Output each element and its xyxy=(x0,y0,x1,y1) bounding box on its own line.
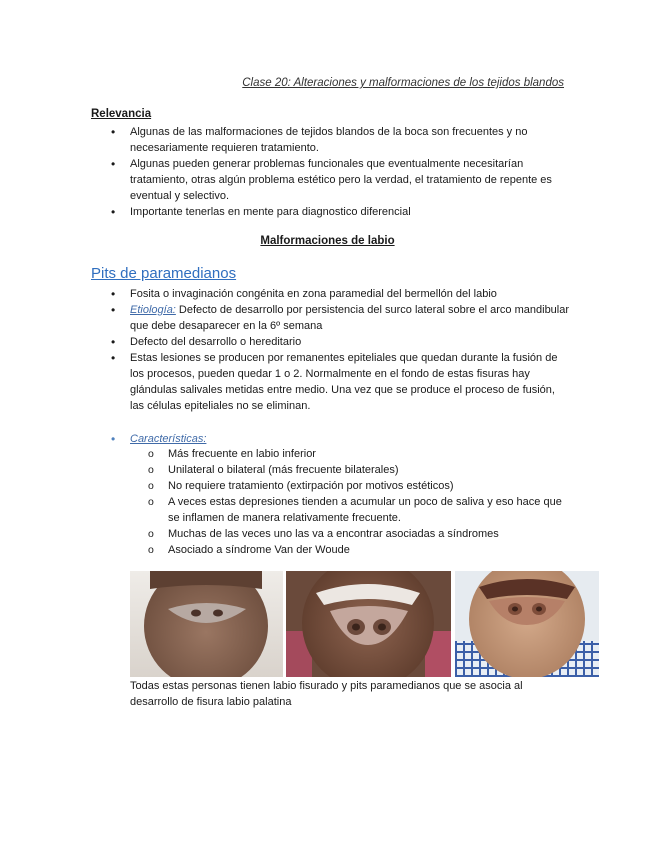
lip-photo-2 xyxy=(286,571,451,677)
characteristics-label: Características: xyxy=(130,433,207,445)
pits-list xyxy=(130,286,570,414)
etiology-text: Defecto de desarrollo por persistencia del surco lateral sobre el arco mandibular que debe desaparecer en la 6º semana xyxy=(130,304,570,332)
list-item: • Algunas de las malformaciones de tejidos blandos de la boca son frecuentes y no necesariamente requieren tratamiento. xyxy=(130,124,570,156)
sub-item: o Asociado a síndrome Van der Woude xyxy=(168,542,568,558)
sub-item: o Unilateral o bilateral (más frecuente bilaterales) xyxy=(168,462,568,478)
relevancia-list xyxy=(130,124,570,220)
list-item: • Estas lesiones se producen por remanentes epiteliales que quedan durante la fusión de los procesos, pueden quedar 1 o 2. Normalmente en el fondo de estas fisuras hay glándulas salivales metidas entre medio. Una vez que se produce el proceso de fusión, las células epiteliales no se eliminan. xyxy=(130,350,570,414)
page-header: Clase 20: Alteraciones y malformaciones de los tejidos blandos xyxy=(242,77,564,89)
figure-caption: Todas estas personas tienen labio fisurado y pits paramedianos que se asocia al desarrollo de fisura labio palatina xyxy=(130,680,523,708)
characteristics-list xyxy=(130,431,570,447)
sub-item: o No requiere tratamiento (extirpación por motivos estéticos) xyxy=(168,478,568,494)
characteristics-item xyxy=(130,431,570,447)
pits-heading: Pits de paramedianos xyxy=(91,265,237,282)
relevancia-heading: Relevancia xyxy=(91,108,152,120)
lip-photo-3 xyxy=(455,571,599,677)
characteristics-sublist xyxy=(168,446,568,558)
section-title: Malformaciones de labio xyxy=(260,235,395,247)
list-item: • Algunas pueden generar problemas funcionales que eventualmente necesitarían tratamiento, otras algún problema estético pero la verdad, el tratamiento de repente es eventual y selectivo. xyxy=(130,156,570,204)
etiology-item xyxy=(130,302,570,334)
list-item: • Defecto del desarrollo o hereditario xyxy=(130,334,570,350)
sub-item: o A veces estas depresiones tienden a acumular un poco de saliva y eso hace que se inflamen de manera relativamente frecuente. xyxy=(168,494,568,526)
sub-item: o Muchas de las veces uno las va a encontrar asociadas a síndromes xyxy=(168,526,568,542)
list-item: • Fosita o invaginación congénita en zona paramedial del bermellón del labio xyxy=(130,286,570,302)
etiology-label: Etiología: xyxy=(130,304,176,316)
list-item: • Importante tenerlas en mente para diagnostico diferencial xyxy=(130,204,570,220)
lip-photo-1 xyxy=(130,571,283,677)
sub-item: o Más frecuente en labio inferior xyxy=(168,446,568,462)
